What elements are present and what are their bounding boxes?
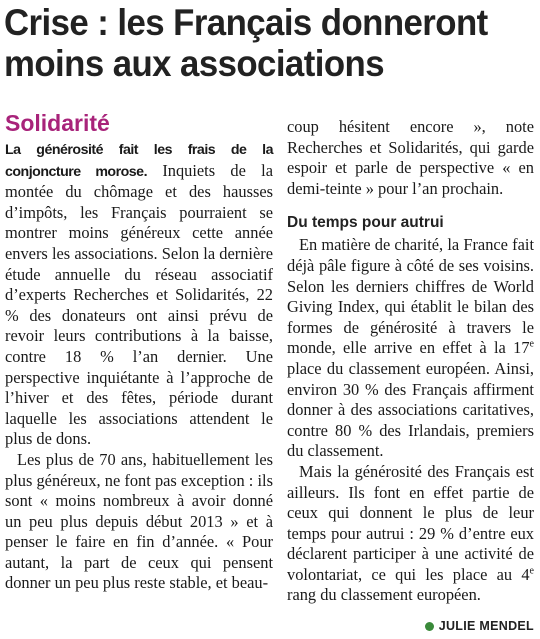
paragraph-3: coup hésitent encore », note Recherches et Solidarités, qui garde espoir et parle de perspective « en demi-teinte » pour l’an prochain. xyxy=(287,117,534,198)
paragraph-5-b: rang du classement européen. xyxy=(287,585,481,605)
paragraph-5 xyxy=(287,462,534,606)
paragraph-2: Les plus de 70 ans, habituellement les plus généreux, ne font pas exception : ils sont « moins nombreux à avoir donné un peu plus depuis début 2013 » et à penser le faire en fin d’année. « Pour autant, la part de ceux qui pensent donner un peu plus reste stable, et beau- xyxy=(5,449,273,593)
bullet-dot-icon xyxy=(425,622,434,631)
paragraph-4-a: En matière de charité, la France fait déjà pâle figure à côté de ses voisins. Selon les derniers chiffres de World Giving Index, qui établit le bilan des formes de générosité à travers le monde, elle arrive en effet à la 17 xyxy=(287,235,534,358)
article-column-left xyxy=(5,110,273,594)
section-kicker: Solidarité xyxy=(5,110,110,136)
paragraph-5-a: Mais la générosité des Français est ailleurs. Ils font en effet partie de ceux qui donnent le plus de leur temps pour autrui : 29 % d’entre eux déclarent participer à une activité de volontariat, ce qui les place au 4 xyxy=(287,461,534,584)
paragraph-4-b: place du classement européen. Ainsi, environ 30 % des Français affirment donner à des associations caritatives, contre 80 % des Irlandais, premiers du classement. xyxy=(287,358,534,461)
headline-line-1: Crise : les Français donneront xyxy=(4,2,488,43)
ordinal-sup-2: e xyxy=(529,565,534,577)
paragraph-intro xyxy=(5,139,273,450)
chapo: La générosité fait les frais de la conjoncture morose. xyxy=(5,142,273,180)
ordinal-sup-1: e xyxy=(529,338,534,350)
paragraph-1-text: Inquiets de la montée du chômage et des hausses d’impôts, les Français pourraient se montrer moins généreux cette année envers les associations. Selon la dernière étude annuelle du réseau associatif d’experts Recherches et Solidarités, 22 % des donateurs ont ainsi prévu de revoir leurs contributions à la baisse, contre 18 % l’an dernier. Une perspective inquiétante à l’approche de l’hiver et des fêtes, période durant laquelle les associations attendent le plus de dons. xyxy=(5,160,273,449)
byline-author: JULIE MENDEL xyxy=(438,619,534,633)
paragraph-4 xyxy=(287,235,534,462)
article-column-right xyxy=(287,117,534,606)
headline-line-2: moins aux associations xyxy=(4,43,384,84)
headline xyxy=(4,2,506,84)
subheading: Du temps pour autrui xyxy=(287,214,444,232)
byline xyxy=(425,619,534,633)
